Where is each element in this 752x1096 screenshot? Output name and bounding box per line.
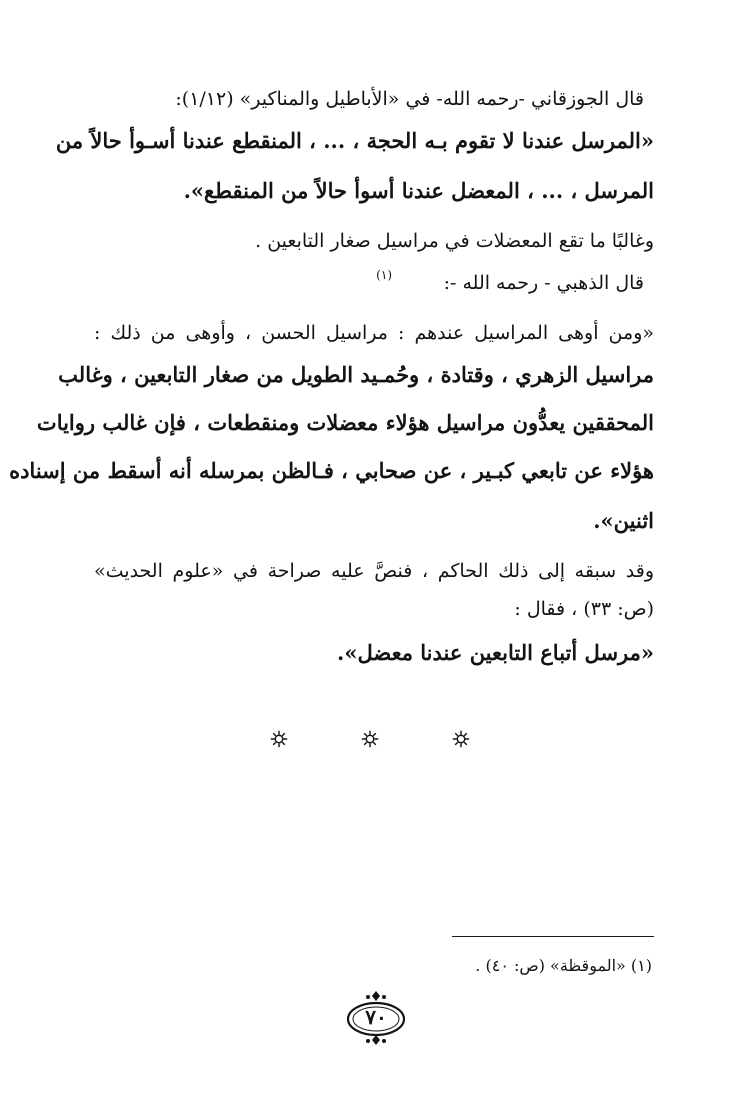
flower-ornament-icon — [270, 730, 288, 748]
text-line-13-quote: «مرسل أتباع التابعين عندنا معضل». — [337, 640, 654, 665]
page-number: ٧٠ — [365, 1005, 387, 1029]
text-line-5: قال الذهبي - رحمه الله -: — [443, 272, 644, 294]
text-line-11: وقد سبقه إلى ذلك الحاكم ، فنصَّ عليه صراحة في «علوم الحديث» — [94, 560, 654, 582]
text-line-7-quote: مراسيل الزهري ، وقتادة ، وحُمـيد الطويل من صغار التابعين ، وغالب — [58, 362, 654, 387]
footnote-text: (١) «الموقظة» (ص: ٤٠) . — [475, 956, 652, 975]
text-line-2-quote: «المرسل عندنا لا تقوم بـه الحجة ، ... ، المنقطع عندنا أسـوأ حالاً من — [55, 128, 654, 153]
footnote-marker: (١) — [376, 268, 392, 282]
text-line-6-quote: «ومن أوهى المراسيل عندهم : مراسيل الحسن ، وأوهى من ذلك : — [94, 322, 654, 344]
text-line-3-quote: المرسل ، ... ، المعضل عندنا أسوأ حالاً من المنقطع». — [183, 178, 654, 203]
text-line-10-quote: اثنين». — [593, 508, 654, 533]
flower-ornament-icon — [452, 730, 470, 748]
section-divider — [270, 728, 470, 750]
footnote-separator — [452, 936, 654, 937]
text-line-1: قال الجوزقاني -رحمه الله- في «الأباطيل والمناكير» (١/١٢): — [175, 88, 644, 110]
text-line-4: وغالبًا ما تقع المعضلات في مراسيل صغار التابعين . — [255, 230, 654, 252]
text-line-8-quote: المحققين يعدُّون مراسيل هؤلاء معضلات ومنقطعات ، فإن غالب روايات — [36, 410, 654, 435]
flower-ornament-icon — [361, 730, 379, 748]
text-line-12: (ص: ٣٣) ، فقال : — [514, 598, 654, 620]
text-line-9-quote: هؤلاء عن تابعي كبـير ، عن صحابي ، فـالظن بمرسله أنه أسقط من إسناده — [9, 458, 654, 483]
